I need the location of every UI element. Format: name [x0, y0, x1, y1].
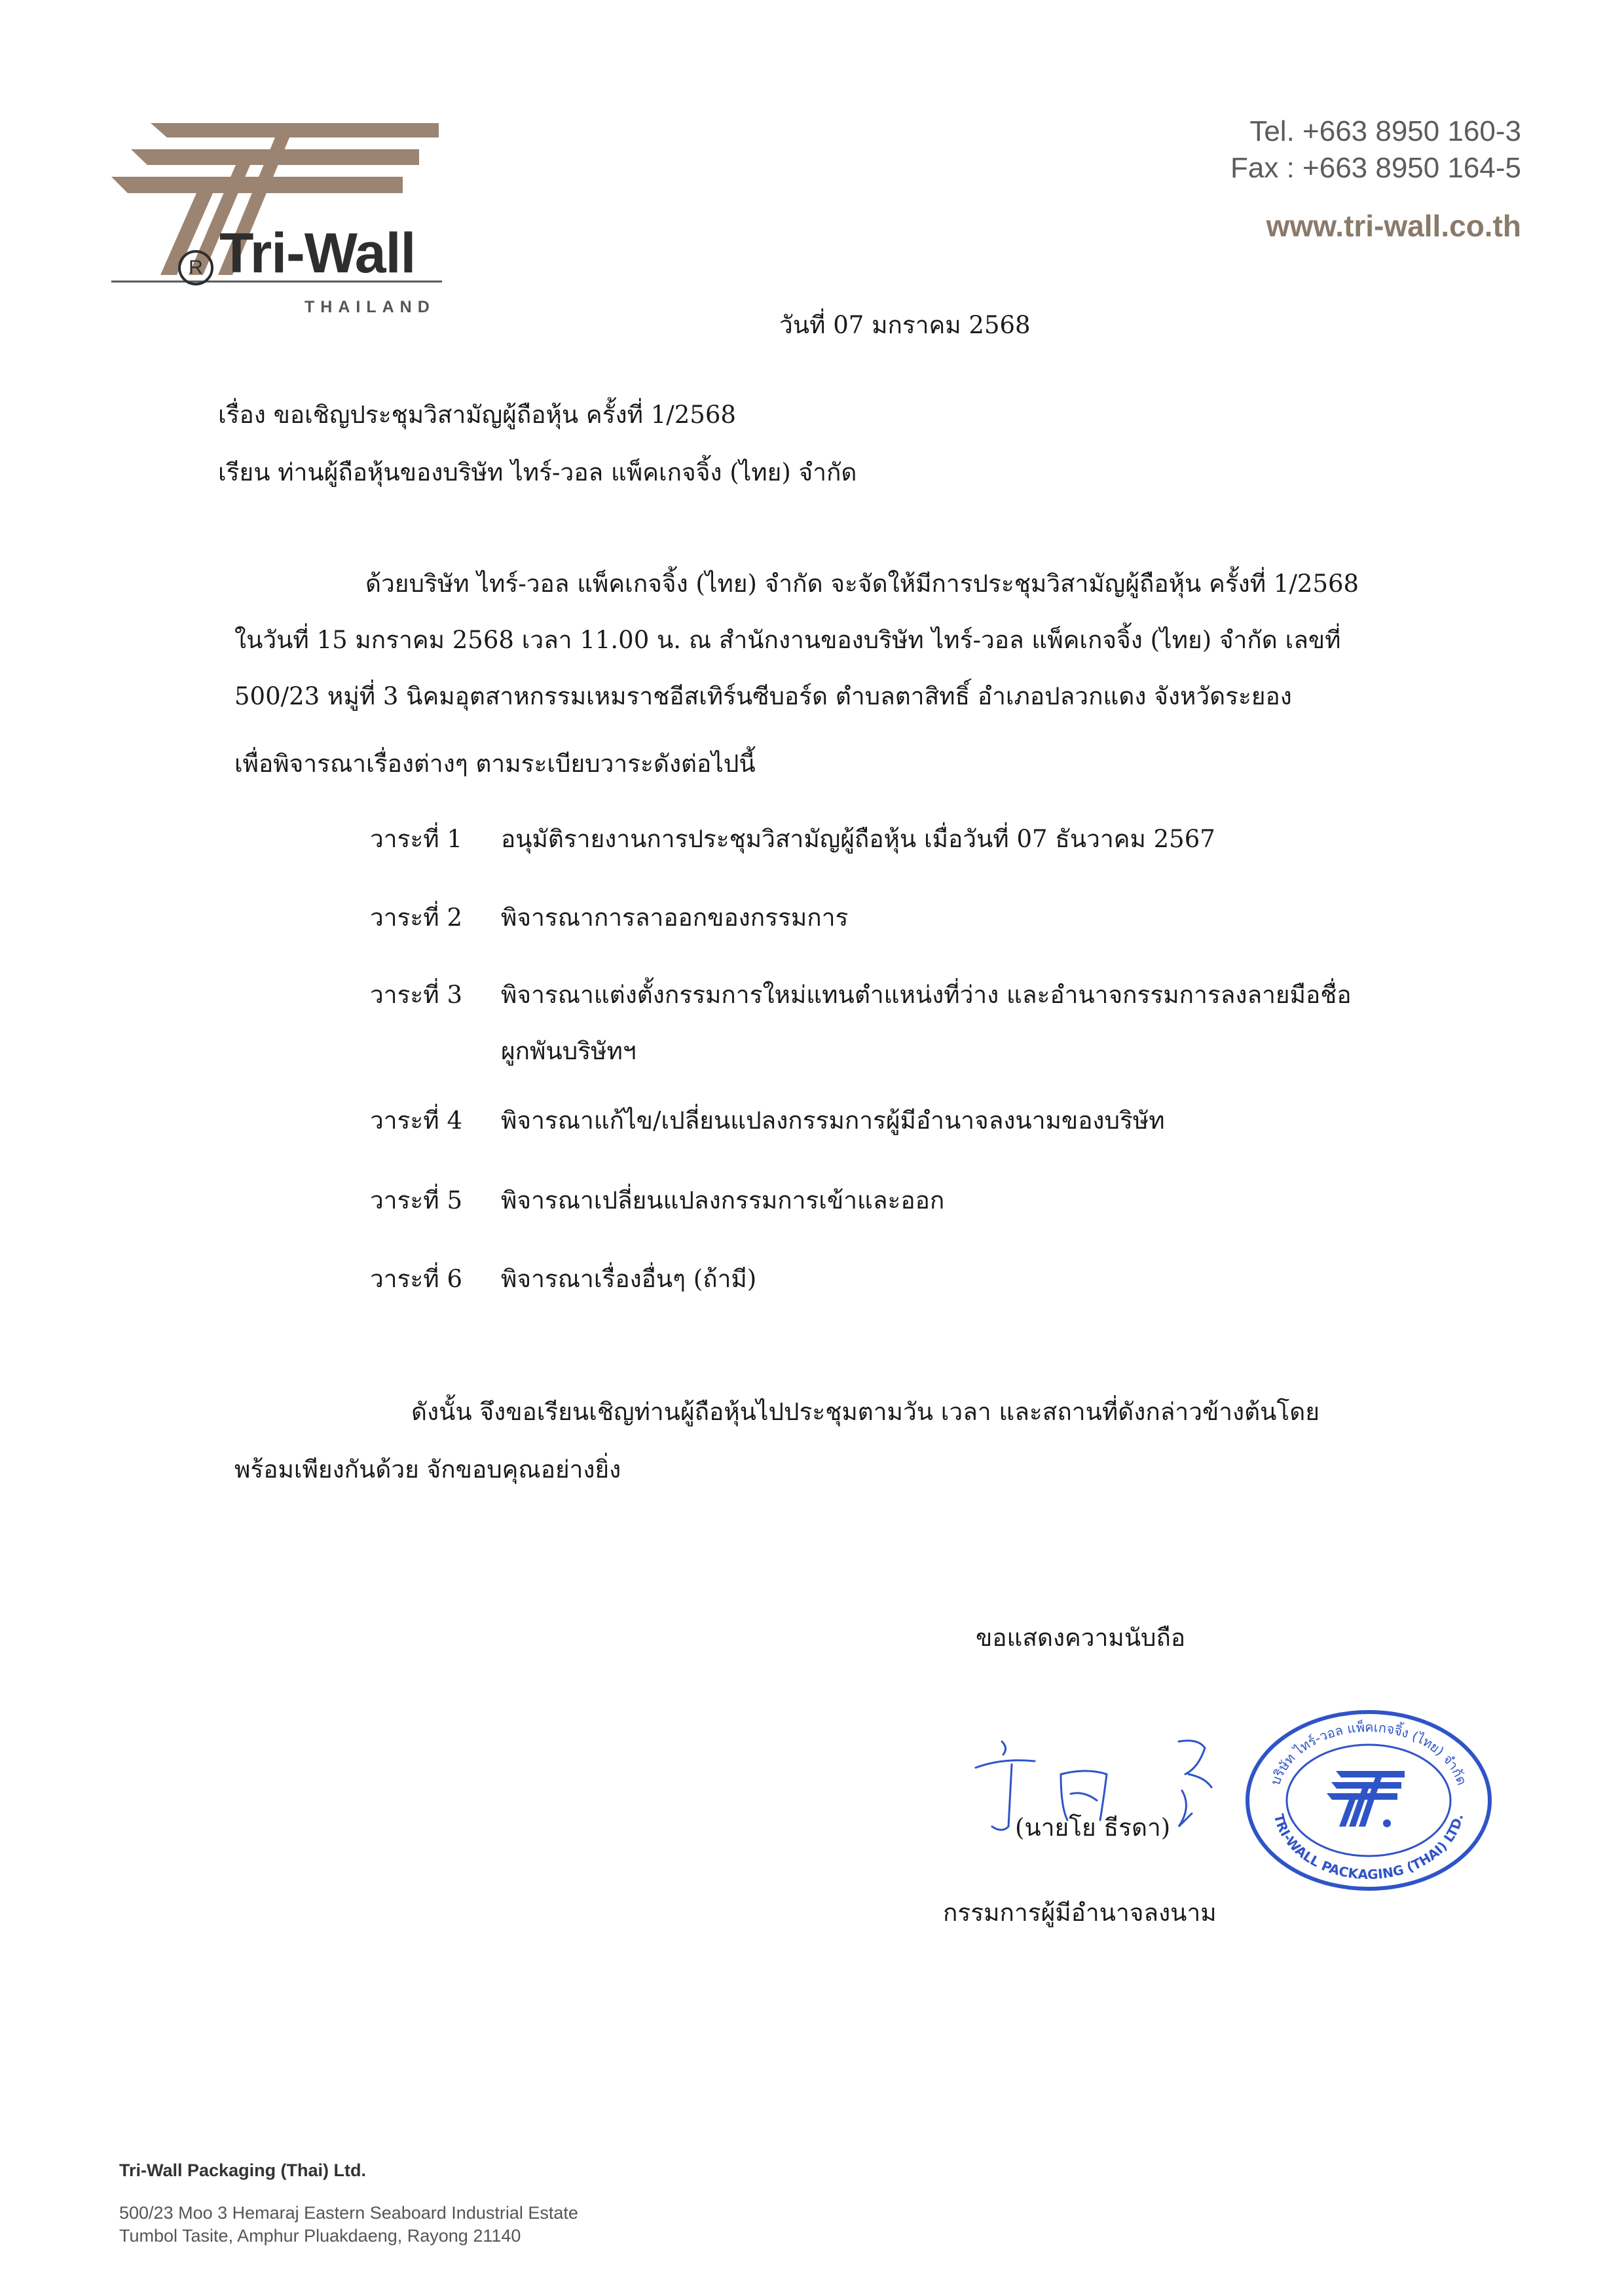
agenda-label: วาระที่ 6 [370, 1265, 462, 1293]
agenda-text: ผูกพันบริษัทฯ [501, 1037, 637, 1065]
seal-english-text: TRI-WALL PACKAGING (THAI) LTD. [1270, 1812, 1467, 1883]
agenda-label: วาระที่ 3 [370, 981, 462, 1009]
letter-date: วันที่ 07 มกราคม 2568 [779, 311, 1031, 339]
agenda-label: วาระที่ 4 [370, 1106, 462, 1135]
agenda-text: พิจารณาแต่งตั้งกรรมการใหม่แทนตำแหน่งที่ว่าง และอำนาจกรรมการลงลายมือชื่อ [501, 981, 1352, 1009]
signer-title: กรรมการผู้มีอำนาจลงนาม [943, 1899, 1217, 1927]
intro-line: เพื่อพิจารณาเรื่องต่างๆ ตามระเบียบวาระดังต่อไปนี้ [234, 750, 756, 778]
agenda-label: วาระที่ 1 [370, 825, 462, 853]
seal-thai-text: บริษัท ไทร์-วอล แพ็คเกจจิ้ง (ไทย) จำกัด [1267, 1719, 1470, 1787]
brand-name: Tri-Wall [219, 222, 416, 285]
agenda-text: พิจารณาเรื่องอื่นๆ (ถ้ามี) [501, 1265, 757, 1293]
footer-address-line: 500/23 Moo 3 Hemaraj Eastern Seaboard Industrial Estate [119, 2203, 578, 2223]
intro-line: ด้วยบริษัท ไทร์-วอล แพ็คเกจจิ้ง (ไทย) จำกัด จะจัดให้มีการประชุมวิสามัญผู้ถือหุ้น ครั้งที่ 1/2568 [365, 570, 1359, 598]
agenda-text: พิจารณาการลาออกของกรรมการ [501, 903, 849, 932]
agenda-text: พิจารณาเปลี่ยนแปลงกรรมการเข้าและออก [501, 1186, 945, 1214]
telephone: Tel. +663 8950 160-3 [1249, 115, 1521, 147]
signer-name: (นายโย ธีรดา) [1015, 1813, 1171, 1842]
intro-line: ในวันที่ 15 มกราคม 2568 เวลา 11.00 น. ณ สำนักงานของบริษัท ไทร์-วอล แพ็คเกจจิ้ง (ไทย) จำกัด เลขที่ [234, 626, 1341, 654]
footer-company: Tri-Wall Packaging (Thai) Ltd. [119, 2160, 367, 2180]
closing-line: พร้อมเพียงกันด้วย จักขอบคุณอย่างยิ่ง [234, 1455, 621, 1484]
website-link[interactable]: www.tri-wall.co.th [1266, 209, 1521, 243]
agenda-label: วาระที่ 5 [370, 1186, 462, 1214]
letter-subject: เรื่อง ขอเชิญประชุมวิสามัญผู้ถือหุ้น ครั้งที่ 1/2568 [218, 401, 736, 429]
company-seal-stamp [1238, 1702, 1500, 1899]
agenda-text: อนุมัติรายงานการประชุมวิสามัญผู้ถือหุ้น เมื่อวันที่ 07 ธันวาคม 2567 [501, 825, 1215, 853]
logo-bar-1 [151, 123, 439, 137]
sign-off: ขอแสดงความนับถือ [976, 1624, 1186, 1652]
intro-line: 500/23 หมู่ที่ 3 นิคมอุตสาหกรรมเหมราชอีสเทิร์นซีบอร์ด ตำบลตาสิทธิ์ อำเภอปลวกแดง จังหวัดระยอง [234, 682, 1292, 710]
seal-logo-icon [1327, 1771, 1405, 1827]
agenda-label: วาระที่ 2 [370, 903, 462, 932]
letter-recipient: เรียน ท่านผู้ถือหุ้นของบริษัท ไทร์-วอล แพ็คเกจจิ้ง (ไทย) จำกัด [218, 458, 857, 486]
agenda-text: พิจารณาแก้ไข/เปลี่ยนแปลงกรรมการผู้มีอำนาจลงนามของบริษัท [501, 1106, 1165, 1135]
fax: Fax : +663 8950 164-5 [1230, 152, 1521, 184]
closing-line: ดังนั้น จึงขอเรียนเชิญท่านผู้ถือหุ้นไปประชุมตามวัน เวลา และสถานที่ดังกล่าวข้างต้นโดย [411, 1398, 1320, 1426]
brand-subtitle: THAILAND [304, 298, 435, 316]
registered-mark: R [178, 250, 213, 285]
footer-address-line: Tumbol Tasite, Amphur Pluakdaeng, Rayong 21140 [119, 2226, 521, 2246]
